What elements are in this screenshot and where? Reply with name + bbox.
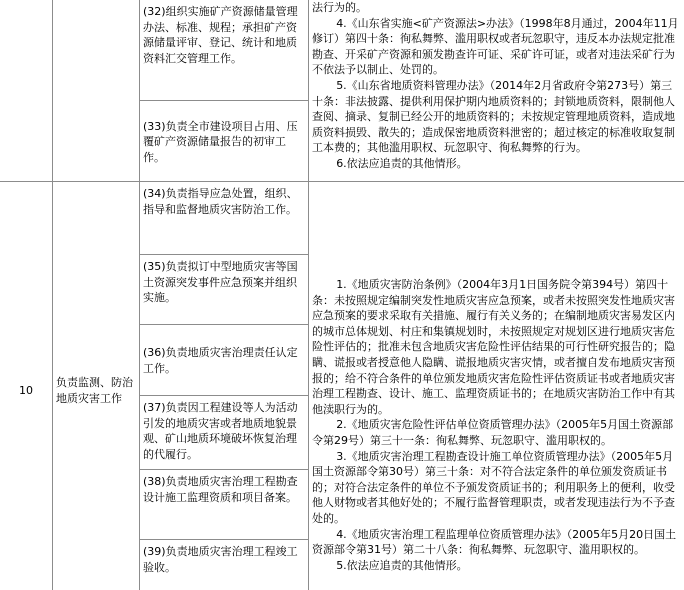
basis-clause: 1.《地质灾害防治条例》（2004年3月1日国务院令第394号）第四十条：未按照规定编制突发性地质灾害应急预案，或者未按照突发性地质灾害应急预案的要求采取有关措施、履行有关义务的；在编制地质灾害易发区内的城市总体规划、村庄和集镇规划时，未按照规定对规划区进行地质灾害危险性评估的；批准未包含地质灾害危险性评估结果的可行性研究报告的；隐瞒、谎报或者授意他人隐瞒、谎报地质灾害灾情，或者擅自发布地质灾害预报的；给不符合条件的单位颁发地质灾害危险性评估资质证书或者地质灾害治理工程勘查、设计、施工、监理资质证书的；在地质灾害防治工作中有其他渎职行为的。 (312, 278, 675, 416)
duty-item-text: (36)负责地质灾害治理责任认定工作。 (143, 346, 298, 375)
duty-item-text: (32)组织实施矿产资源储量管理办法、标准、规程；承担矿产资源储量评审、登记、统计和地质资料汇交管理工作。 (143, 5, 298, 65)
duty-item (139, 0, 309, 101)
duty-item (139, 100, 309, 182)
basis-clause: 3.《地质灾害治理工程勘查设计施工单位资质管理办法》（2005年5月国土资源部令第30号）第三十条：对不符合法定条件的单位颁发资质证书的；对符合法定条件的单位不予颁发资质证书的；利用职务上的便利，收受他人财物或者其他好处的；不履行监督管理职责，或者发现违法行为不予查处的。 (312, 449, 675, 525)
basis-clause: 5.依法应追责的其他情形。 (336, 558, 468, 572)
duty-item (139, 539, 309, 590)
duty-item-text: (34)负责指导应急处置，组织、指导和监督地质灾害防治工作。 (143, 187, 298, 216)
accountability-basis (308, 181, 684, 590)
duty-item-text: (33)负责全市建设项目占用、压覆矿产资源储量报告的初审工作。 (143, 119, 298, 164)
duty-item-text: (35)负责拟订中型地质灾害等国土资源突发事件应急预案并组织实施。 (143, 260, 298, 305)
basis-clause: 5.《山东省地质资料管理办法》（2014年2月省政府令第273号）第三十条：非法披露、提供利用保护期内地质资料的；封锁地质资料，限制他人查阅、摘录、复制已经公开的地质资料的；未按规定管理地质资料，造成地质资料损毁、散失的；造成保密地质资料泄密的；超过核定的标准收取复制工本费的；其他滥用职权、玩忽职守、徇私舞弊的行为。 (312, 78, 675, 155)
duty-name (52, 181, 140, 590)
basis-clause: 4.《山东省实施<矿产资源法>办法》（1998年8月通过，2004年11月修订）第四十条：徇私舞弊、滥用职权或者玩忽职守，违反本办法规定批准勘查、开采矿产资源和颁发勘查许可证、采矿许可证，或者对违法采矿行为不依法予以制止、处罚的。 (312, 16, 679, 77)
number-cell-top (0, 0, 53, 182)
duty-item-text: (38)负责地质灾害治理工程勘查设计施工监理资质和项目备案。 (143, 475, 298, 504)
duty-item (139, 254, 309, 325)
row-number-text: 10 (19, 384, 33, 398)
duty-item (139, 395, 309, 470)
duty-item (139, 324, 309, 396)
basis-clause: 2.《地质灾害危险性评估单位资质管理办法》（2005年5月国土资源部令第29号）第三十一条：徇私舞弊、玩忽职守、滥用职权的。 (312, 418, 674, 447)
duty-item (139, 181, 309, 255)
name-cell-top (52, 0, 140, 182)
accountability-basis-top (308, 0, 684, 182)
duty-item-text: (39)负责地质灾害治理工程竣工验收。 (143, 545, 298, 574)
duty-item (139, 469, 309, 540)
duty-name-text: 负责监测、防治地质灾害工作 (56, 376, 133, 405)
row-number (0, 181, 53, 590)
duty-item-text: (37)负责因工程建设等人为活动引发的地质灾害或者地质地貌景观、矿山地质环境破坏恢复治理的代履行。 (143, 401, 298, 461)
basis-clause: 法行为的。 (312, 1, 367, 14)
basis-clause: 4.《地质灾害治理工程监理单位资质管理办法》（2005年5月20日国土资源部令第31号）第二十八条：徇私舞弊、玩忽职守、滥用职权的。 (312, 527, 677, 557)
basis-clause: 6.依法应追责的其他情形。 (336, 156, 468, 170)
